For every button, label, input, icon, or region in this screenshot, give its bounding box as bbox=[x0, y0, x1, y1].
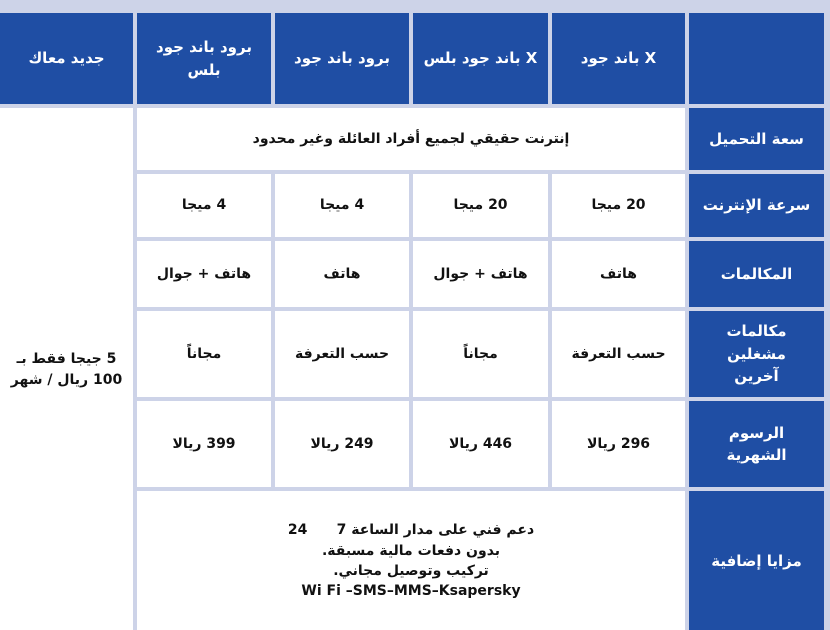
fee-x-band-jood: 296 ريالا bbox=[552, 401, 685, 487]
header-x-band-jood: X باند جود bbox=[552, 13, 685, 104]
row-label-monthly-fee: الرسوم الشهرية bbox=[689, 401, 824, 487]
row-label-calls: المكالمات bbox=[689, 241, 824, 307]
fee-x-band-jood-plus: 446 ريالا bbox=[413, 401, 548, 487]
row-label-speed: سرعة الإنترنت bbox=[689, 174, 824, 237]
calls-x-band-jood-plus: هاتف + جوال bbox=[413, 241, 548, 307]
row-label-download: سعة التحميل bbox=[689, 108, 824, 170]
speed-broadband-jood-plus: 4 ميجا bbox=[137, 174, 271, 237]
header-broadband-jood-plus: برود باند جود بلس bbox=[137, 13, 271, 104]
new-offer-line1: 5 جيجا فقط بـ bbox=[16, 350, 117, 367]
other-calls-x-band-jood: حسب التعرفة bbox=[552, 311, 685, 397]
header-x-band-jood-plus: X باند جود بلس bbox=[413, 13, 548, 104]
new-offer-cell bbox=[0, 108, 133, 630]
speed-x-band-jood: 20 ميجا bbox=[552, 174, 685, 237]
extras-list bbox=[137, 491, 685, 630]
speed-broadband-jood: 4 ميجا bbox=[275, 174, 409, 237]
header-new-with-you: جديد معاك bbox=[0, 13, 133, 104]
other-calls-broadband-jood-plus: مجاناً bbox=[137, 311, 271, 397]
new-offer-line2: 100 ريال / شهر bbox=[10, 371, 123, 388]
calls-broadband-jood: هاتف bbox=[275, 241, 409, 307]
row-label-extras: مزايا إضافية bbox=[689, 491, 824, 630]
extras-line-no-prepay: بدون دفعات مالية مسبقة. bbox=[321, 542, 501, 559]
speed-x-band-jood-plus: 20 ميجا bbox=[413, 174, 548, 237]
download-value: إنترنت حقيقي لجميع أفراد العائلة وغير محدود bbox=[137, 108, 685, 170]
plans-table bbox=[6, 13, 824, 621]
fee-broadband-jood-plus: 399 ريالا bbox=[137, 401, 271, 487]
fee-broadband-jood: 249 ريالا bbox=[275, 401, 409, 487]
other-calls-x-band-jood-plus: مجاناً bbox=[413, 311, 548, 397]
row-label-other-calls: مكالمات مشغلين آخرين bbox=[689, 311, 824, 397]
extras-line-support: دعم فني على مدار الساعة 7 24 bbox=[287, 522, 535, 539]
extras-line-free-install: تركيب وتوصيل مجاني. bbox=[333, 563, 489, 579]
calls-x-band-jood: هاتف bbox=[552, 241, 685, 307]
header-corner bbox=[689, 13, 824, 104]
extras-line-services: Wi Fi –SMS–MMS–Ksapersky bbox=[301, 583, 521, 600]
calls-broadband-jood-plus: هاتف + جوال bbox=[137, 241, 271, 307]
other-calls-broadband-jood: حسب التعرفة bbox=[275, 311, 409, 397]
header-broadband-jood: برود باند جود bbox=[275, 13, 409, 104]
